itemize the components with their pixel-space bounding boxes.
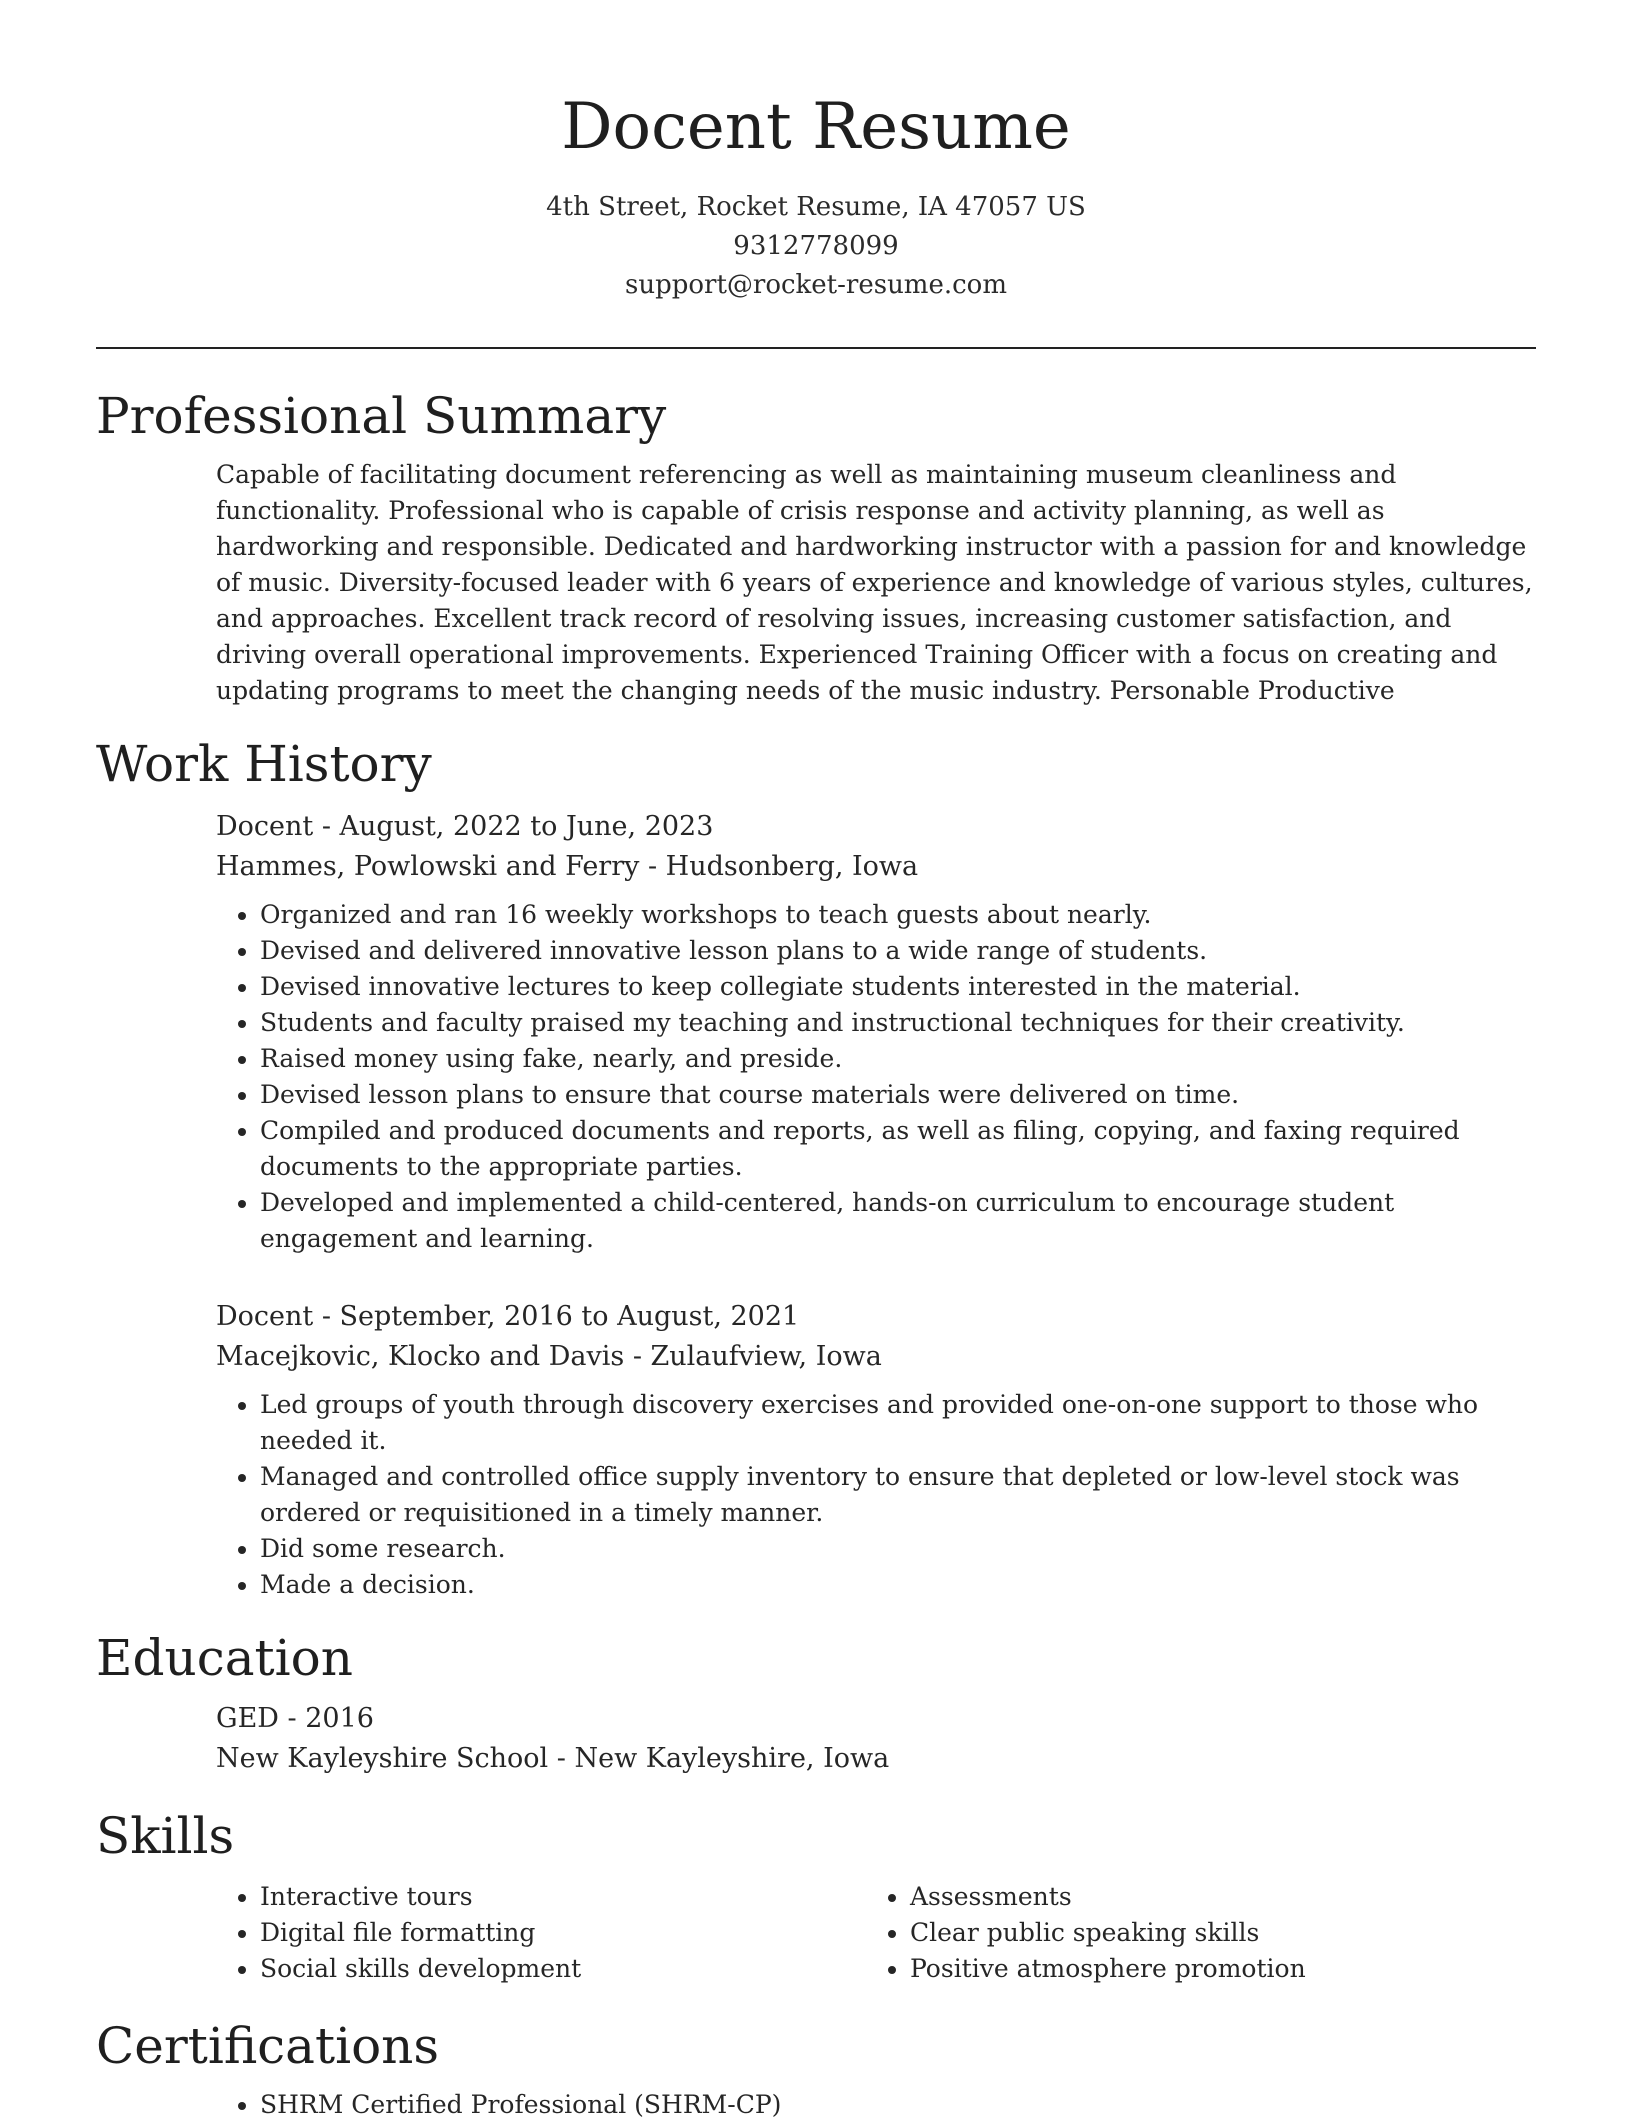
summary-text: Capable of facilitating document referencing as well as maintaining museum cleanliness and functionality. Professional who is capable of crisis response and activity planning, as well as hardworking and responsible. Dedicated and hardworking instructor with a passion for and knowledge of music. Diversity-focused leader with 6 years of experience and knowledge of various styles, cultures, and approaches. Excellent track record of resolving issues, increasing customer satisfaction, and driving overall operational improvements. Experienced Training Officer with a focus on creating and updating programs to meet the changing needs of the music industry. Personable Productive <box>216 460 1533 705</box>
summary-heading: Professional Summary <box>96 387 667 445</box>
job-bullets <box>216 1387 1536 1603</box>
job-title: Docent - August, 2022 to June, 2023 <box>216 811 714 842</box>
school-name: New Kayleyshire School <box>216 1743 549 1774</box>
summary-section <box>96 457 1536 709</box>
skills-section <box>96 1879 1536 1987</box>
list-item: • Devised innovative lectures to keep collegiate students interested in the material. <box>260 969 1536 1005</box>
company-name: Macejkovic, Klocko and Davis <box>216 1341 625 1372</box>
contact-info <box>96 188 1536 305</box>
job-company-line <box>216 847 1536 887</box>
work-history-heading: Work History <box>96 735 432 793</box>
job-bullets <box>216 897 1536 1257</box>
job-entry <box>216 1297 1536 1603</box>
list-item: • Led groups of youth through discovery exercises and provided one-on-one support to those who needed it. <box>260 1387 1536 1459</box>
company-location: - Zulaufview, Iowa <box>624 1341 882 1372</box>
list-item: • Managed and controlled office supply inventory to ensure that depleted or low-level stock was ordered or requisitioned in a timely manner. <box>260 1459 1536 1531</box>
work-history-section <box>96 807 1536 1603</box>
skills-grid <box>216 1879 1536 1987</box>
list-item: • Raised money using fake, nearly, and preside. <box>260 1041 1536 1077</box>
list-item: • Did some research. <box>260 1531 1536 1567</box>
job-entry <box>216 807 1536 1257</box>
address: 4th Street, Rocket Resume, IA 47057 US <box>546 192 1086 222</box>
certifications-section <box>96 2087 1536 2123</box>
company-location: - Hudsonberg, Iowa <box>639 851 919 882</box>
job-company-line <box>216 1337 1536 1377</box>
email: support@rocket-resume.com <box>624 270 1007 300</box>
education-heading: Education <box>96 1629 353 1687</box>
skill-item: • Social skills development <box>260 1951 866 1987</box>
resume-header <box>96 0 1536 305</box>
education-section <box>96 1699 1536 1779</box>
certification-item: • SHRM Certified Professional (SHRM-CP) <box>260 2087 1536 2123</box>
company-name: Hammes, Powlowski and Ferry <box>216 851 640 882</box>
list-item: • Organized and ran 16 weekly workshops to teach guests about nearly. <box>260 897 1536 933</box>
list-item: • Devised and delivered innovative lesson plans to a wide range of students. <box>260 933 1536 969</box>
job-title: Docent - September, 2016 to August, 2021 <box>216 1301 800 1332</box>
certifications-heading: Certifications <box>96 2017 440 2075</box>
resume-name: Docent Resume <box>561 90 1071 164</box>
skill-item: • Assessments <box>910 1879 1516 1915</box>
skills-column-right <box>866 1879 1516 1987</box>
school-location: - New Kayleyshire, Iowa <box>548 1743 890 1774</box>
school-line <box>216 1739 1536 1779</box>
skill-item: • Clear public speaking skills <box>910 1915 1516 1951</box>
skills-column-left <box>216 1879 866 1987</box>
list-item: • Developed and implemented a child-centered, hands-on curriculum to encourage student engagement and learning. <box>260 1185 1536 1257</box>
list-item: • Compiled and produced documents and reports, as well as filing, copying, and faxing required documents to the appropriate parties. <box>260 1113 1536 1185</box>
list-item: • Students and faculty praised my teaching and instructional techniques for their creativity. <box>260 1005 1536 1041</box>
list-item: • Made a decision. <box>260 1567 1536 1603</box>
skill-item: • Digital file formatting <box>260 1915 866 1951</box>
phone: 9312778099 <box>733 231 899 261</box>
skills-heading: Skills <box>96 1807 235 1865</box>
list-item: • Devised lesson plans to ensure that course materials were delivered on time. <box>260 1077 1536 1113</box>
header-divider <box>96 347 1536 349</box>
skill-item: • Positive atmosphere promotion <box>910 1951 1516 1987</box>
certification-list <box>216 2087 1536 2123</box>
skill-item: • Interactive tours <box>260 1879 866 1915</box>
degree-line: GED - 2016 <box>216 1703 374 1734</box>
